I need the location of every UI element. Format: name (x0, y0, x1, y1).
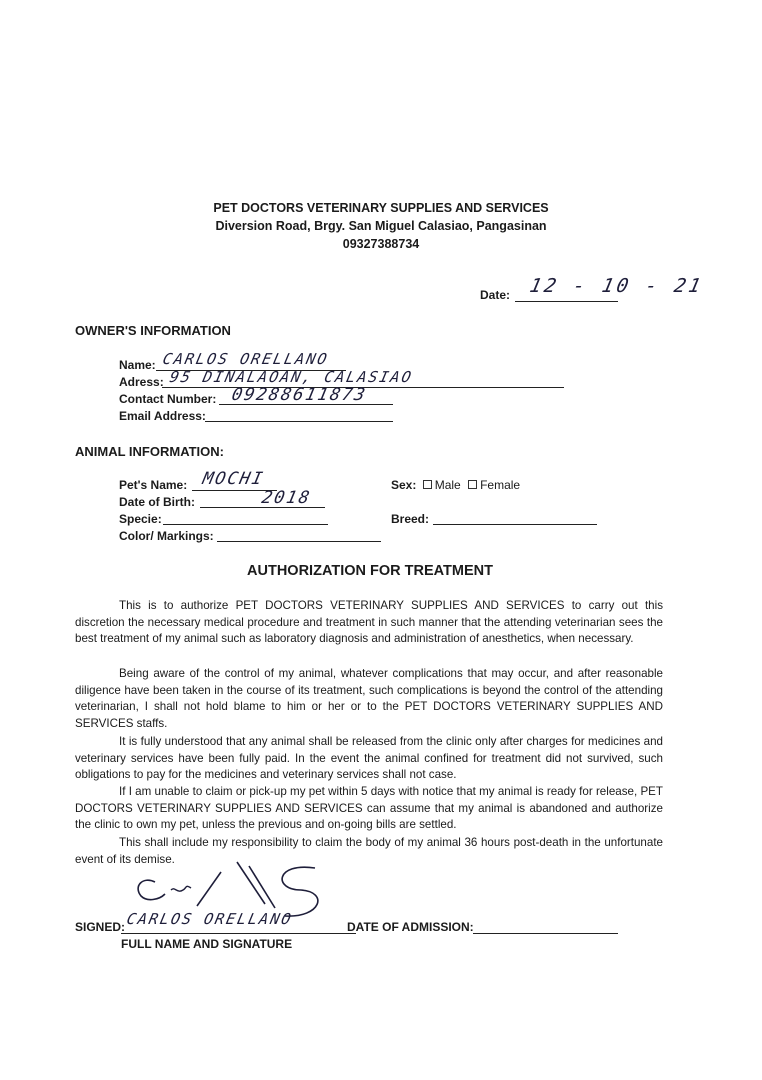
breed-label: Breed: (391, 512, 430, 526)
animal-section-title: ANIMAL INFORMATION: (75, 444, 224, 459)
color-markings-line (217, 541, 381, 542)
authorization-paragraph-5: This shall include my responsibility to claim the body of my animal 36 hours post-death in the unfortunate event of its demise. (75, 836, 663, 866)
authorization-paragraph-3: It is fully understood that any animal shall be released from the clinic only after charges for medicines and veterinary services have been fully paid. In the event the animal confined for treatment did not survived, such obligations to pay for the medicines and veterinary services shall not case. (75, 735, 663, 782)
male-checkbox[interactable] (423, 480, 432, 489)
authorization-title: AUTHORIZATION FOR TREATMENT (247, 563, 493, 579)
pet-name-value: MOCHI (200, 469, 267, 489)
owner-address-label: Adress: (119, 375, 164, 389)
business-phone: 09327388734 (342, 237, 420, 251)
business-address: Diversion Road, Brgy. San Miguel Calasiao, Pangasinan (215, 219, 547, 233)
sex-label: Sex: (391, 478, 417, 492)
date-line (515, 301, 618, 302)
business-name: PET DOCTORS VETERINARY SUPPLIES AND SERVICES (213, 201, 549, 215)
contact-number-value: 09288611873 (229, 385, 369, 405)
signature-caption: FULL NAME AND SIGNATURE (121, 937, 293, 951)
owner-section-title: OWNER'S INFORMATION (75, 323, 231, 338)
female-checkbox[interactable] (468, 480, 477, 489)
specie-label: Specie: (119, 512, 162, 526)
contact-number-label: Contact Number: (119, 392, 217, 406)
dob-label: Date of Birth: (119, 495, 195, 509)
signed-label: SIGNED: (75, 920, 126, 934)
owner-name-value: CARLOS ORELLANO (161, 350, 331, 368)
admission-date-label: DATE OF ADMISSION: (347, 920, 474, 934)
date-value: 12 - 10 - 21 (527, 275, 706, 297)
authorization-paragraph-2: Being aware of the control of my animal, whatever complications that may occur, and after reasonable diligence have been taken in the course of its treatment, such complications is beyond the control of the attending veterinarian, I shall not hold blame to him or her or to the PET DOCTORS VETERINARY SUPPLIES AND SERVICES staffs. (75, 667, 663, 730)
owner-name-label: Name: (119, 358, 156, 372)
color-markings-label: Color/ Markings: (119, 529, 214, 543)
sex-field (391, 478, 520, 492)
breed-line (433, 524, 597, 525)
specie-line (163, 524, 328, 525)
dob-value: 2018 (259, 488, 314, 508)
email-line (205, 421, 393, 422)
signed-name-value: CARLOS ORELLANO (125, 910, 295, 928)
sex-option-female[interactable]: Female (468, 478, 520, 492)
pet-name-label: Pet's Name: (119, 478, 188, 492)
signature-line (121, 933, 356, 934)
authorization-paragraph-1: This is to authorize PET DOCTORS VETERINARY SUPPLIES AND SERVICES to carry out this discretion the necessary medical procedure and treatment in such manner that the attending veterinarian sees the best treatment of my animal such as laboratory diagnosis and administration of anesthetics, when necessary. (75, 599, 663, 646)
owner-address-value: 95 DINALAOAN, CALASIAO (168, 368, 415, 386)
date-label: Date: (480, 288, 511, 302)
authorization-paragraph-4: If I am unable to claim or pick-up my pet within 5 days with notice that my animal is ready for release, PET DOCTORS VETERINARY SUPPLIES AND SERVICES can assume that my animal is abandoned and authorize the clinic to own my pet, unless the previous and on-going bills are settled. (75, 785, 663, 832)
email-label: Email Address: (119, 409, 206, 423)
sex-option-male[interactable]: Male (423, 478, 461, 492)
admission-date-line (473, 933, 618, 934)
